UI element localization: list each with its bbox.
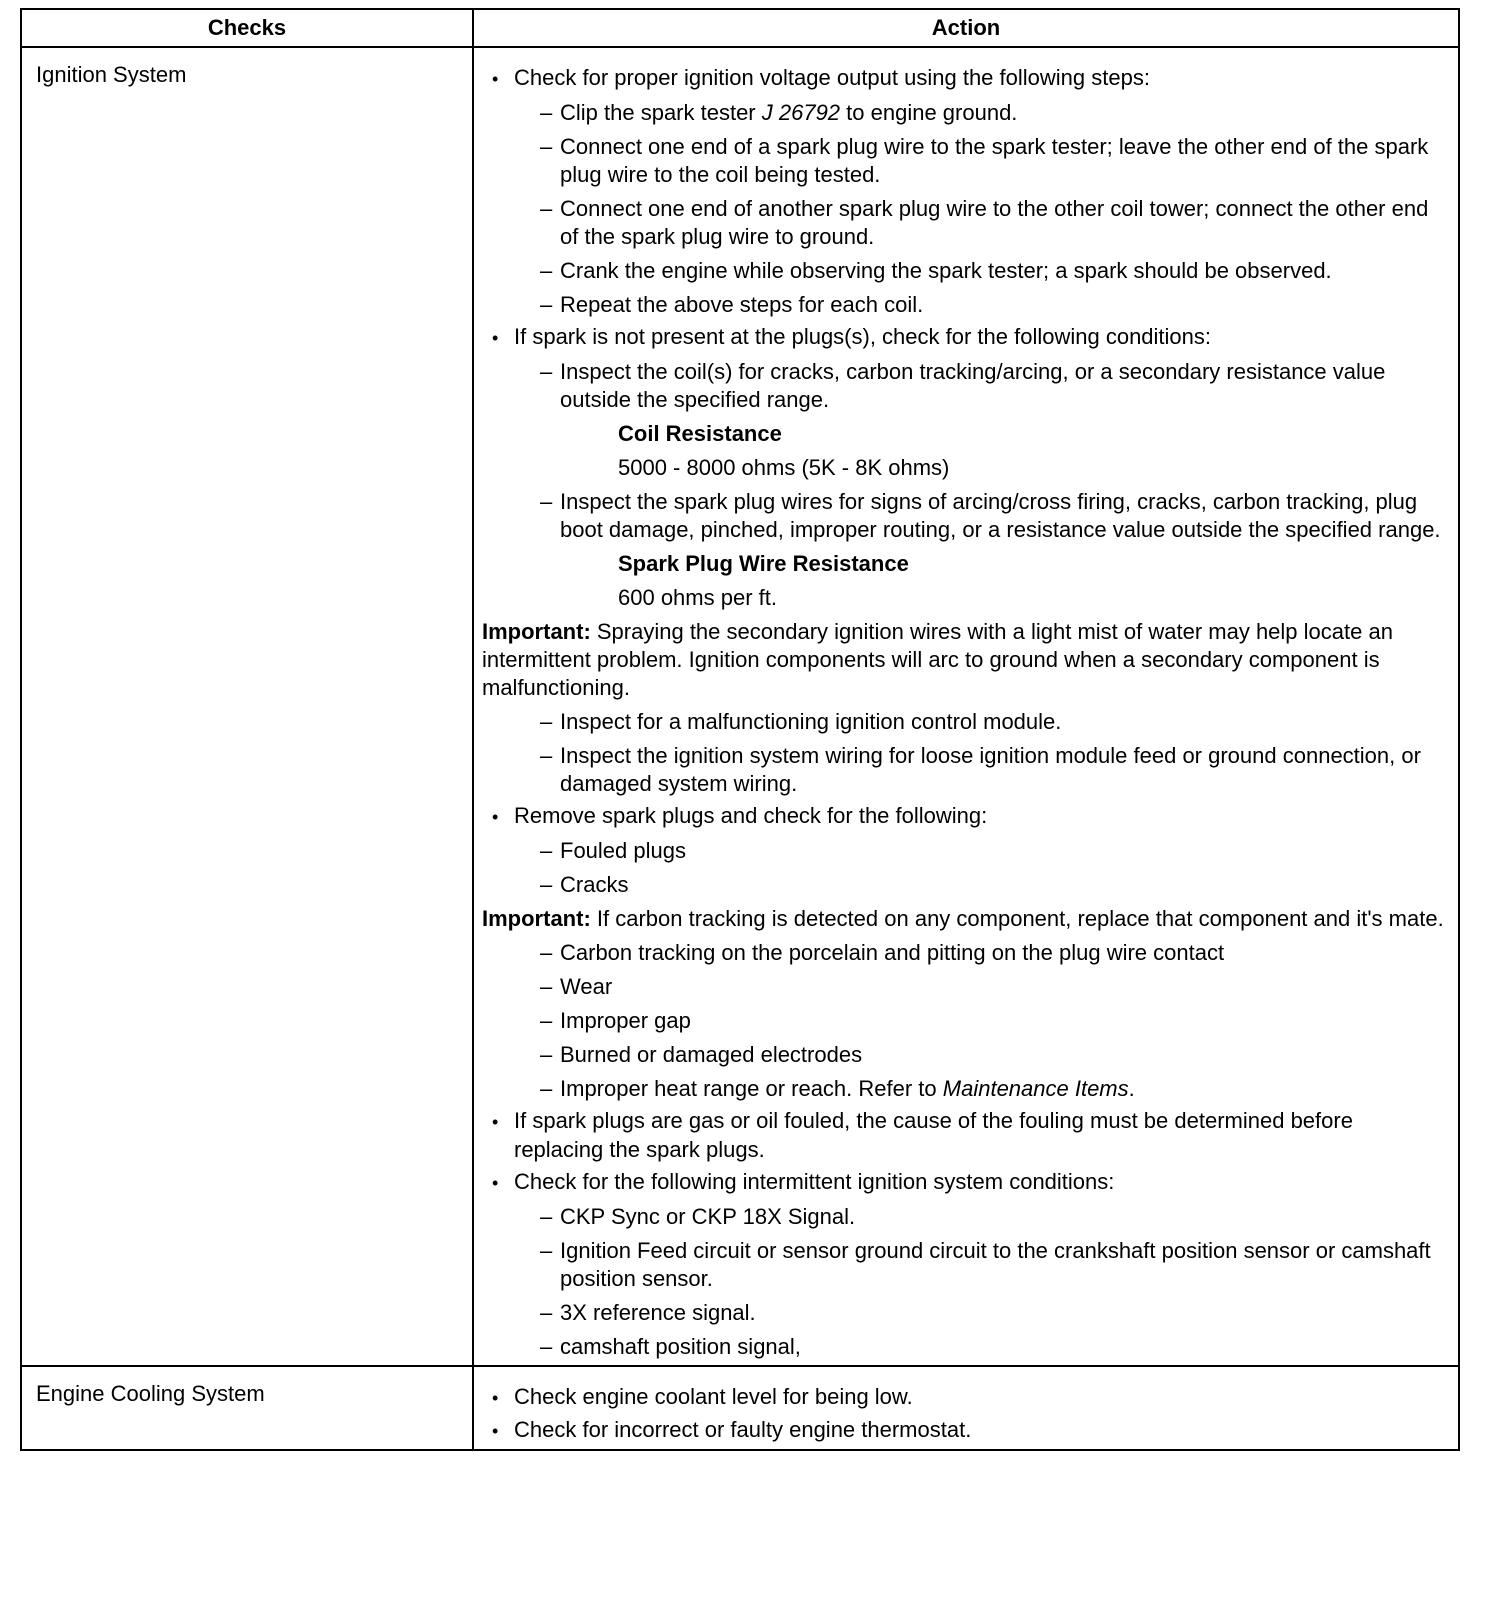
list-item: – Improper heat range or reach. Refer to Maintenance Items. [560,1075,1446,1103]
list-item: – CKP Sync or CKP 18X Signal. [560,1203,1446,1231]
spec-heading: Spark Plug Wire Resistance [618,551,909,576]
list-item: – Connect one end of another spark plug wire to the other coil tower; connect the other end of the spark plug wire to ground. [560,195,1446,251]
list-item: – Carbon tracking on the porcelain and pitting on the plug wire contact [560,939,1446,967]
list-item: – camshaft position signal, [560,1333,1446,1361]
list-item: – Inspect the spark plug wires for signs of arcing/cross firing, cracks, carbon tracking, plug boot damage, pinched, improper routing, or a resistance value outside the specified range. [560,488,1446,544]
list-item: – Connect one end of a spark plug wire to the spark tester; leave the other end of the spark plug wire to the coil being tested. [560,133,1446,189]
list-item: – Crank the engine while observing the spark tester; a spark should be observed. [560,257,1446,285]
table-row [21,1366,1459,1450]
list-item: – Improper gap [560,1007,1446,1035]
list-item: – Wear [560,973,1446,1001]
list-item: • If spark is not present at the plugs(s), check for the following conditions: [514,323,1446,352]
list-item: – Ignition Feed circuit or sensor ground circuit to the crankshaft position sensor or camshaft position sensor. [560,1237,1446,1293]
list-item: – Cracks [560,871,1446,899]
spec-value: 5000 - 8000 ohms (5K - 8K ohms) [618,455,950,480]
header-action: Action [473,9,1459,47]
checks-action-table [20,8,1460,1451]
check-cell: Ignition System [21,47,473,1366]
spec-value: 600 ohms per ft. [618,585,777,610]
list-item: – Inspect the ignition system wiring for loose ignition module feed or ground connection, or damaged system wiring. [560,742,1446,798]
list-item: – Inspect the coil(s) for cracks, carbon tracking/arcing, or a secondary resistance value outside the specified range. [560,358,1446,414]
action-cell [473,47,1459,1366]
list-item: • Remove spark plugs and check for the following: [514,802,1446,831]
check-cell: Engine Cooling System [21,1366,473,1450]
list-item: • Check for incorrect or faulty engine thermostat. [514,1416,1446,1445]
list-item: – Repeat the above steps for each coil. [560,291,1446,319]
list-item: – 3X reference signal. [560,1299,1446,1327]
list-item: • Check engine coolant level for being low. [514,1383,1446,1412]
spec-heading: Coil Resistance [618,421,782,446]
list-item: – Burned or damaged electrodes [560,1041,1446,1069]
action-cell [473,1366,1459,1450]
header-checks: Checks [21,9,473,47]
list-item: • If spark plugs are gas or oil fouled, the cause of the fouling must be determined before replacing the spark plugs. [514,1107,1446,1164]
list-item: – Inspect for a malfunctioning ignition control module. [560,708,1446,736]
list-item: – Fouled plugs [560,837,1446,865]
list-item: • Check for the following intermittent ignition system conditions: [514,1168,1446,1197]
header-row [21,9,1459,47]
list-item: – Clip the spark tester J 26792 to engine ground. [560,99,1446,127]
important-note: Important: Spraying the secondary ignition wires with a light mist of water may help locate an intermittent problem. Ignition components will arc to ground when a secondary component is malfunctioning. [482,619,1393,700]
table-row [21,47,1459,1366]
important-note: Important: If carbon tracking is detected on any component, replace that component and it's mate. [482,906,1444,931]
list-item: • Check for proper ignition voltage output using the following steps: [514,64,1446,93]
